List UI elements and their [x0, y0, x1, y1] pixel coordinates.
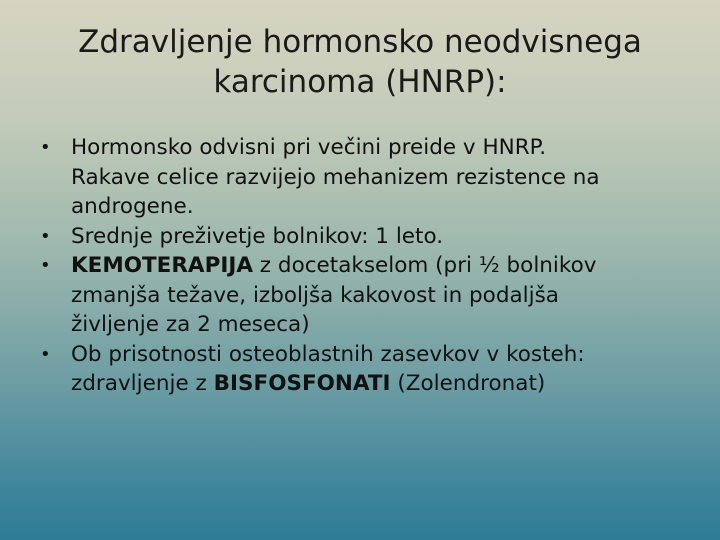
bullet-1-line-2: Rakave celice razvijejo mehanizem rezistence na [71, 164, 600, 190]
bullet-4-line-2 [71, 369, 690, 399]
bullet-3-line-1 [71, 251, 690, 281]
bullet-item-hnrp [40, 133, 690, 222]
bullet-4-suffix: (Zolendronat) [390, 371, 546, 396]
bullet-3-rest: z docetakselom (pri ½ bolnikov [252, 253, 597, 278]
bullet-3-line-2: zmanjša težave, izboljša kakovost in podaljša [71, 282, 559, 308]
title-line-1: Zdravljenje hormonsko neodvisnega [78, 24, 642, 60]
bullet-1-line-1: Hormonsko odvisni pri večini preide v HNRP. [71, 135, 547, 160]
bullet-4-line-1: Ob prisotnosti osteoblastnih zasevkov v kosteh: [71, 341, 585, 367]
bullet-item-bisphosphonates [40, 340, 690, 399]
bullet-icon: • [40, 343, 51, 365]
bullet-item-survival [40, 222, 690, 252]
bullet-icon: • [40, 255, 51, 276]
bullet-1-line-3: androgene. [71, 194, 194, 219]
bullet-icon: • [40, 137, 51, 158]
bullet-3-bold: KEMOTERAPIJA [71, 253, 253, 278]
bullet-3-line-3: življenje za 2 meseca) [71, 312, 310, 337]
slide-title [0, 22, 720, 102]
bullet-4-prefix: zdravljenje z [71, 371, 214, 396]
title-line-2: karcinoma (HNRP): [213, 64, 507, 100]
bullet-list [40, 133, 690, 399]
bullet-2-line-1: Srednje preživetje bolnikov: 1 leto. [71, 223, 444, 249]
bullet-icon: • [40, 225, 51, 247]
bullet-item-chemotherapy [40, 251, 690, 340]
bullet-4-bold: BISFOSFONATI [213, 371, 391, 396]
